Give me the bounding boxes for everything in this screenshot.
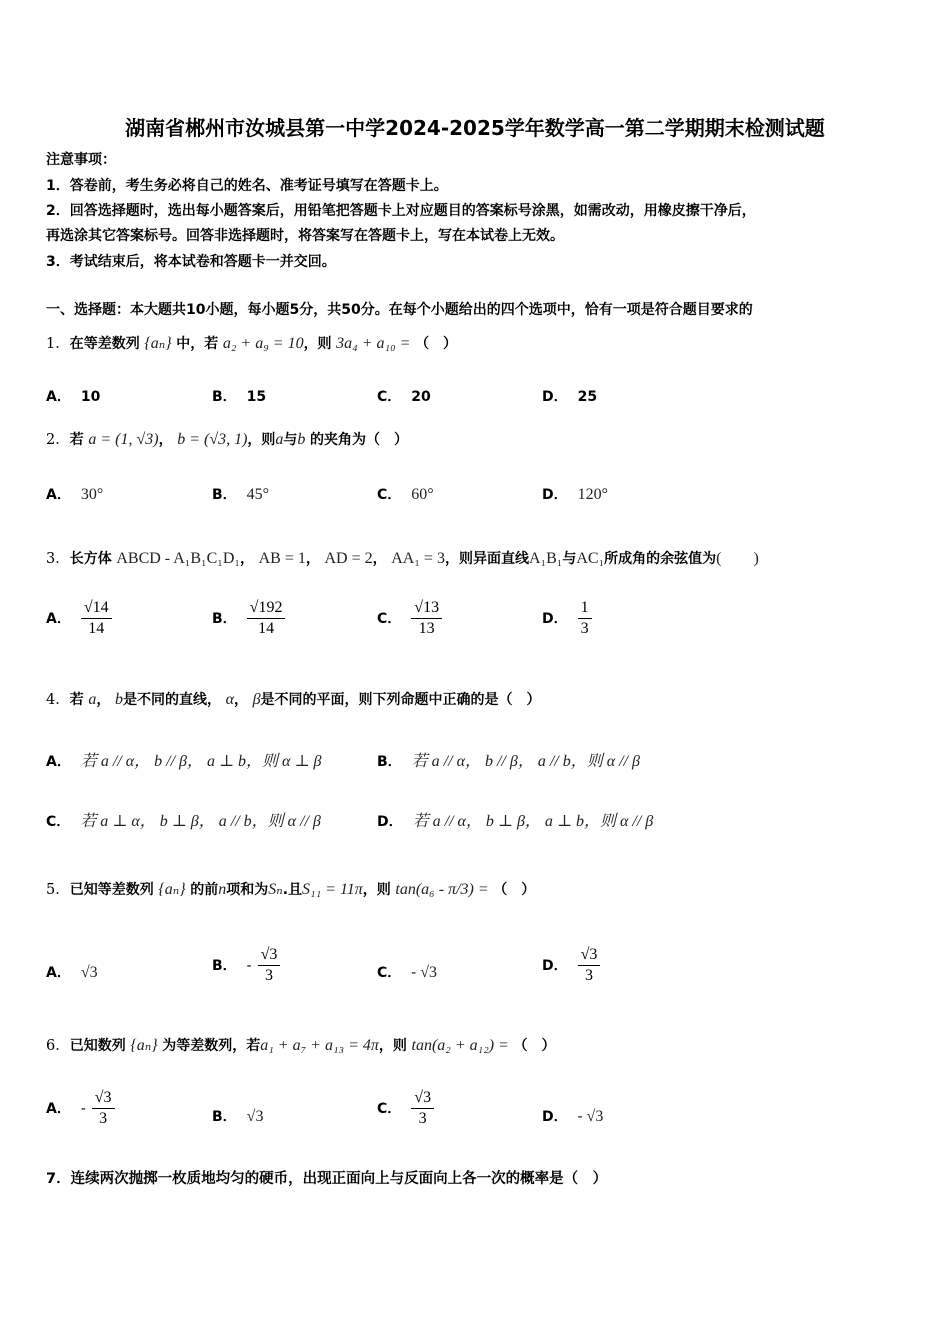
question-number: 4．: [46, 692, 70, 708]
notice-header: 注意事项：: [46, 152, 116, 168]
notice-item: 3．考试结束后，将本试卷和答题卡一并交回。: [46, 254, 336, 270]
option-d: [377, 808, 653, 831]
q-text: 已知数列: [69, 1038, 126, 1054]
q-text: ，: [240, 551, 255, 567]
option-text: 20: [411, 389, 431, 405]
sign: -: [411, 965, 417, 981]
math-expr: tan(a₂ + a₁₂) =: [411, 1037, 509, 1054]
q-text: 的夹角为（ ）: [310, 432, 409, 448]
denominator: 3: [585, 967, 594, 984]
q-text: （ ）: [415, 336, 458, 352]
q-text: ，: [305, 551, 320, 567]
numerator: √14: [81, 598, 112, 619]
math-expr: tan(a₆ - π/3) =: [395, 881, 489, 898]
math-expr: {aₙ}: [130, 1037, 158, 1054]
option-a: [46, 484, 103, 504]
math-expr: a₂ + a₉ = 10: [222, 335, 304, 352]
option-label: D．: [542, 487, 568, 503]
denominator: 3: [418, 1110, 427, 1127]
question-2: [46, 428, 408, 449]
math-expr: AA₁ = 3: [391, 550, 445, 567]
math-expr: b: [114, 691, 123, 708]
notice-item: 再选涂其它答案标号。回答非选择题时，将答案写在答题卡上，写在本试卷上无效。: [46, 228, 564, 244]
denominator: 3: [99, 1110, 108, 1127]
math-expr: n: [218, 881, 227, 898]
q-text: 若: [69, 432, 84, 448]
math-expr: a: [275, 431, 284, 448]
option-a: [46, 962, 98, 982]
option-label: D．: [542, 1109, 568, 1125]
option-b: [212, 945, 280, 986]
option-label: C．: [377, 1100, 402, 1117]
q-text: （ ）: [513, 1038, 556, 1054]
q-text: 项和为: [226, 882, 269, 898]
q-text: 长方体: [69, 551, 112, 567]
option-d: [542, 945, 600, 986]
option-c: [377, 962, 437, 982]
math-expr: b = (√3, 1): [177, 431, 248, 448]
math-expr: S₁₁ = 11π: [302, 881, 363, 898]
math-expr: AB = 1: [258, 550, 306, 567]
numerator: √3: [258, 945, 281, 966]
fraction: [247, 598, 286, 639]
numerator: √13: [411, 598, 442, 619]
sign: -: [80, 1100, 86, 1117]
fraction: [92, 1088, 115, 1129]
math-expr: ABCD - A₁B₁C₁D₁: [116, 550, 241, 567]
sign: -: [577, 1109, 583, 1125]
option-label: A．: [46, 754, 71, 770]
q-text: ，则异面直线: [444, 551, 529, 567]
option-text: 60°: [411, 486, 434, 503]
math-expr: a = (1, √3): [88, 431, 159, 448]
math-expr: a₁ + a₇ + a₁₃ = 4π: [260, 1037, 379, 1054]
option-text: 30°: [80, 486, 104, 503]
math-expr: α: [225, 691, 234, 708]
notice-item: 2．回答选择题时，选出每小题答案后，用铅笔把答题卡上对应题目的答案标号涂黑，如需改动，用橡皮擦干净后，: [46, 203, 756, 219]
math-expr: a: [88, 691, 97, 708]
option-value: √3: [80, 964, 98, 981]
option-a: [46, 386, 100, 406]
q-text: （ ）: [493, 882, 536, 898]
question-5: [46, 878, 535, 899]
option-label: D．: [542, 610, 568, 627]
option-b: [212, 1106, 263, 1126]
option-label: B．: [212, 610, 237, 627]
q-text: 与: [562, 551, 577, 567]
option-label: D．: [542, 389, 568, 405]
option-label: A．: [46, 389, 71, 405]
option-text: 若 a ⊥ α， b ⊥ β， a // b，则 α // β: [80, 813, 321, 830]
q-text: .且: [282, 882, 303, 898]
math-expr: AD = 2: [324, 550, 373, 567]
option-a: [46, 1088, 115, 1129]
option-label: B．: [212, 389, 237, 405]
q-text: ，则: [362, 882, 391, 898]
q-text: ( ): [716, 550, 759, 567]
sign: -: [246, 957, 252, 974]
fraction: [81, 598, 112, 639]
option-c: [46, 808, 321, 831]
option-label: C．: [377, 389, 402, 405]
option-label: C．: [377, 487, 402, 503]
q-text: 是不同的直线，: [122, 692, 221, 708]
option-c: [377, 484, 434, 504]
option-text: 若 a // α， b ⊥ β， a ⊥ b，则 α // β: [412, 813, 654, 830]
q-text: 在等差数列: [69, 336, 140, 352]
numerator: √3: [578, 945, 601, 966]
option-label: B．: [212, 487, 237, 503]
option-d: [542, 484, 608, 504]
question-7: 7．连续两次抛掷一枚质地均匀的硬币，出现正面向上与反面向上各一次的概率是（ ）: [46, 1171, 608, 1187]
option-c: [377, 598, 442, 639]
notice-item: 1．答卷前，考生务必将自己的姓名、准考证号填写在答题卡上。: [46, 178, 448, 194]
option-text: 25: [577, 389, 598, 405]
numerator: 1: [578, 598, 592, 619]
option-text: 45°: [246, 486, 270, 503]
option-text: 15: [246, 389, 267, 405]
question-number: 1．: [46, 336, 70, 352]
q-text: 所成角的余弦值为: [604, 551, 717, 567]
option-a: [46, 748, 321, 771]
option-label: A．: [46, 965, 71, 981]
question-6: [46, 1034, 556, 1055]
numerator: √3: [92, 1088, 115, 1109]
numerator: √192: [247, 598, 286, 619]
q-text: 若: [69, 692, 84, 708]
fraction: [578, 598, 592, 639]
option-label: C．: [377, 610, 402, 627]
option-text: 若 a // α， b // β， a // b，则 α // β: [411, 753, 640, 770]
denominator: 13: [418, 620, 435, 637]
math-expr: A₁B₁: [528, 550, 563, 567]
option-label: C．: [46, 814, 71, 830]
option-d: [542, 598, 592, 639]
question-number: 2．: [46, 432, 70, 448]
numerator: √3: [411, 1088, 434, 1109]
option-text: 若 a // α， b // β， a ⊥ b，则 α ⊥ β: [80, 753, 322, 770]
q-text: ，则: [303, 336, 332, 352]
q-text: 为等差数列，若: [162, 1038, 261, 1054]
fraction: [411, 598, 442, 639]
option-value: √3: [586, 1108, 604, 1125]
option-label: D．: [542, 957, 568, 974]
denominator: 14: [88, 620, 105, 637]
q-text: 的前: [190, 882, 219, 898]
question-3: [46, 545, 759, 568]
option-c: [377, 386, 431, 406]
question-number: 3．: [46, 551, 70, 567]
q-text: ，则: [247, 432, 276, 448]
denominator: 3: [264, 967, 273, 984]
option-a: [46, 598, 112, 639]
question-number: 5．: [46, 882, 70, 898]
math-expr: {aₙ}: [144, 335, 172, 352]
math-expr: {aₙ}: [158, 881, 186, 898]
option-b: [212, 598, 285, 639]
option-value: √3: [246, 1108, 264, 1125]
option-d: [542, 386, 597, 406]
q-text: ，: [158, 432, 173, 448]
fraction: [258, 945, 281, 986]
denominator: 14: [258, 620, 275, 637]
option-c: [377, 1088, 434, 1129]
option-label: B．: [212, 957, 237, 974]
q-text: 中，若: [176, 336, 219, 352]
question-number: 6．: [46, 1038, 70, 1054]
q-text: ，: [96, 692, 111, 708]
fraction: [411, 1088, 434, 1129]
option-label: A．: [46, 610, 71, 627]
denominator: 3: [580, 620, 589, 637]
option-label: C．: [377, 965, 402, 981]
option-text: 10: [80, 389, 101, 405]
math-expr: 3a₄ + a₁₀ =: [336, 335, 411, 352]
option-label: B．: [377, 754, 402, 770]
q-text: ，: [233, 692, 248, 708]
page-title: 湖南省郴州市汝城县第一中学2024-2025学年数学高一第二学期期末检测试题: [125, 116, 825, 140]
math-expr: Sₙ: [268, 881, 283, 898]
q-text: 是不同的平面，则下列命题中正确的是（ ）: [260, 692, 541, 708]
option-label: A．: [46, 487, 71, 503]
option-d: [542, 1106, 603, 1126]
q-text: ，: [372, 551, 387, 567]
q-text: 已知等差数列: [69, 882, 154, 898]
section-heading: 一、选择题：本大题共10小题，每小题5分，共50分。在每个小题给出的四个选项中，恰有一项是符合题目要求的: [46, 302, 753, 318]
option-text: 120°: [577, 486, 609, 503]
q-text: 与: [283, 432, 298, 448]
fraction: [578, 945, 601, 986]
option-label: D．: [377, 814, 403, 830]
math-expr: β: [252, 691, 261, 708]
question-4: [46, 688, 541, 709]
option-label: A．: [46, 1100, 71, 1117]
option-b: [212, 386, 266, 406]
option-b: [377, 748, 640, 771]
math-expr: b: [297, 431, 306, 448]
math-expr: AC₁: [576, 550, 605, 567]
option-b: [212, 484, 269, 504]
question-1: [46, 332, 457, 353]
option-label: B．: [212, 1109, 237, 1125]
option-value: √3: [420, 964, 437, 981]
q-text: ，则: [378, 1038, 407, 1054]
